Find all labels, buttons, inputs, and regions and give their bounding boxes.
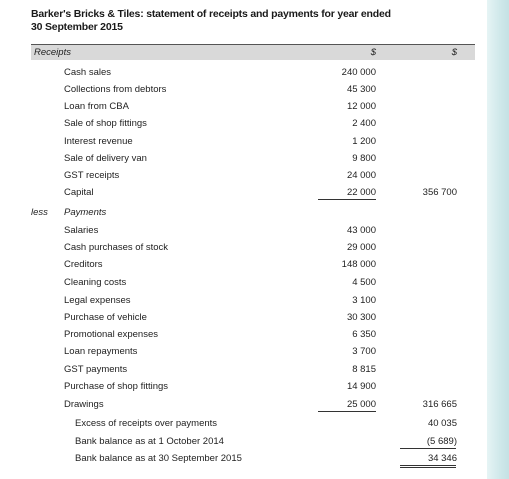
payment-amount: 3 700 xyxy=(352,346,376,357)
closing-balance-double-rule-top xyxy=(400,465,456,466)
payment-amount: 4 500 xyxy=(352,277,376,288)
column-2-currency: $ xyxy=(451,47,457,58)
closing-balance: 34 346 xyxy=(427,453,457,464)
summary-amount: 40 035 xyxy=(427,418,457,429)
payments-total: 316 665 xyxy=(422,399,457,410)
payment-amount: 8 815 xyxy=(352,364,376,375)
receipt-amount: 1 200 xyxy=(352,136,376,147)
payment-amount: 14 900 xyxy=(346,381,376,392)
payment-amount: 148 000 xyxy=(341,259,376,270)
receipt-label: Cash sales xyxy=(64,67,111,78)
receipts-total: 356 700 xyxy=(422,187,457,198)
summary-label: Excess of receipts over payments xyxy=(75,418,218,429)
payment-amount: 29 000 xyxy=(346,242,376,253)
summary-label: Bank balance as at 1 October 2014 xyxy=(75,436,224,447)
receipts-heading: Receipts xyxy=(34,47,71,58)
payment-amount: 25 000 xyxy=(346,399,376,410)
receipt-amount: 12 000 xyxy=(346,101,376,112)
payment-amount: 6 350 xyxy=(352,329,376,340)
payment-label: Drawings xyxy=(64,399,104,410)
receipt-amount: 2 400 xyxy=(352,118,376,129)
title-line-1: Barker's Bricks & Tiles: statement of receipts and payments for year ended xyxy=(31,8,391,20)
balance-rule xyxy=(400,448,456,449)
column-1-currency: $ xyxy=(370,47,376,58)
receipt-label: Loan from CBA xyxy=(64,101,129,112)
payment-label: Cleaning costs xyxy=(64,277,127,288)
summary-amount: (5 689) xyxy=(426,436,457,447)
payment-label: Promotional expenses xyxy=(64,329,158,340)
receipt-label: Interest revenue xyxy=(64,136,133,147)
payment-label: Legal expenses xyxy=(64,295,131,306)
receipt-label: GST receipts xyxy=(64,170,120,181)
payment-label: Purchase of vehicle xyxy=(64,312,147,323)
receipt-label: Sale of delivery van xyxy=(64,153,147,164)
payment-amount: 43 000 xyxy=(346,225,376,236)
payments-subtotal-rule xyxy=(318,411,376,412)
background-edge xyxy=(487,0,509,479)
payment-amount: 30 300 xyxy=(346,312,376,323)
payment-label: Cash purchases of stock xyxy=(64,242,169,253)
less-label: less xyxy=(31,207,48,218)
title-line-2: 30 September 2015 xyxy=(31,21,123,33)
payment-label: Creditors xyxy=(64,259,103,270)
receipt-amount: 45 300 xyxy=(346,84,376,95)
receipt-amount: 240 000 xyxy=(341,67,376,78)
receipt-label: Collections from debtors xyxy=(64,84,167,95)
receipt-amount: 22 000 xyxy=(346,187,376,198)
statement-title xyxy=(31,8,461,34)
payment-label: Salaries xyxy=(64,225,99,236)
closing-balance-double-rule-bottom xyxy=(400,467,456,468)
summary-label: Bank balance as at 30 September 2015 xyxy=(75,453,242,464)
payment-label: Loan repayments xyxy=(64,346,138,357)
payment-label: Purchase of shop fittings xyxy=(64,381,169,392)
receipts-subtotal-rule xyxy=(318,199,376,200)
payment-label: GST payments xyxy=(64,364,128,375)
receipt-label: Capital xyxy=(64,187,94,198)
receipt-amount: 9 800 xyxy=(352,153,376,164)
receipt-amount: 24 000 xyxy=(346,170,376,181)
payments-heading: Payments xyxy=(64,207,107,218)
receipt-label: Sale of shop fittings xyxy=(64,118,147,129)
payment-amount: 3 100 xyxy=(352,295,376,306)
